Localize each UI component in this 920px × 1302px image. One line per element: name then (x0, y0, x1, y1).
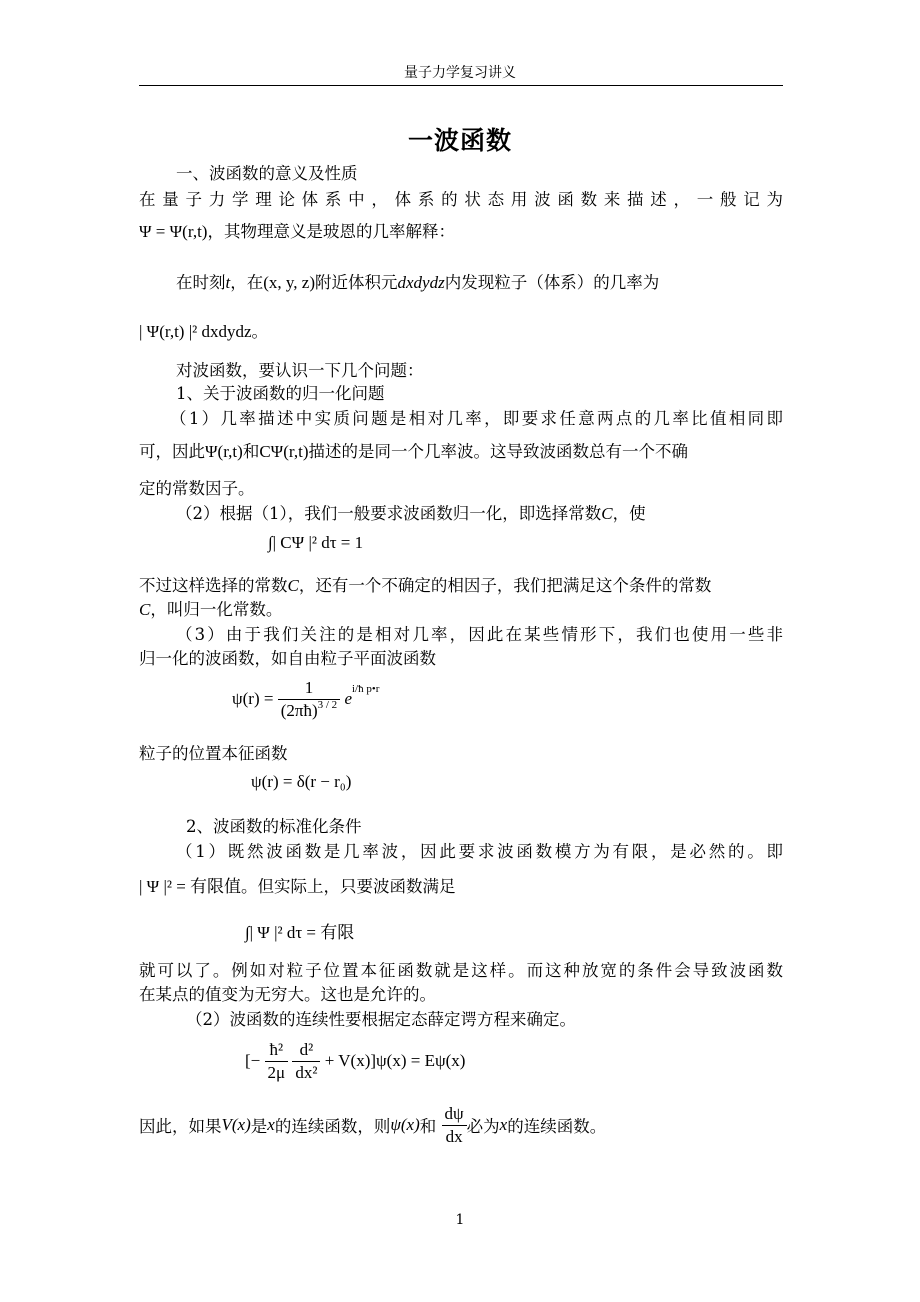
math-var: C (139, 600, 151, 619)
paragraph-text: ，还有一个不确定的相因子，我们把满足这个条件的常数 (298, 576, 712, 595)
fraction-numerator: ħ² (265, 1040, 289, 1062)
fraction (265, 1040, 289, 1082)
math-cpsi: CΨ(r,t) (259, 442, 309, 461)
paragraph-line (139, 1104, 606, 1146)
paragraph-text: 描述的是同一个几率波。这导致波函数总有一个不确 (308, 442, 688, 461)
probability-formula: | Ψ(r,t) |² dxdydz (139, 322, 252, 341)
paragraph-line (139, 572, 711, 596)
paragraph-text: 和 (419, 1117, 437, 1137)
paragraph-line: （3）由于我们关注的是相对几率，因此在某些情形下，我们也使用一些非 (176, 625, 783, 644)
fraction-numerator: 1 (278, 678, 340, 700)
paragraph-text: 和 (242, 442, 260, 461)
schrodinger-equation: [− $\frac{\text{ħ²}}{2\mu}$ $\frac{\text{d²}}{\text{dx²}}$ + V(x)]ψ(x) = Eψ(x) (245, 1040, 466, 1082)
fraction-numerator: dψ (442, 1104, 467, 1126)
page-number: 1 (455, 1212, 465, 1228)
paragraph-text: 因此，如果 (139, 1117, 222, 1137)
paragraph-line: （1）几率描述中实质问题是相对几率，即要求任意两点的几率比值相同即 (170, 409, 783, 428)
paragraph-line: 粒子的位置本征函数 (139, 744, 288, 763)
paragraph-text: ，叫归一化常数。 (150, 600, 283, 619)
math-e: e (344, 689, 352, 709)
paragraph-text: （2）根据（1），我们一般要求波函数归一化，即选择常数 (176, 504, 602, 523)
paragraph-line: 在量子力学理论体系中，体系的状态用波函数来描述，一般记为 (139, 190, 783, 209)
math-var: C (601, 504, 613, 523)
denominator-base: (2πħ) (280, 700, 318, 720)
plane-wave-formula (232, 678, 379, 720)
paragraph-text: 是 (250, 1117, 268, 1137)
math-var: ψ(x) (390, 1115, 420, 1135)
paragraph-text: 。但实际上，只要波函数满足 (241, 877, 456, 896)
math-finite: | Ψ |² = 有限值 (139, 877, 242, 896)
item-heading: 2、波函数的标准化条件 (186, 817, 362, 836)
math-var: C (287, 576, 299, 595)
fraction-denominator (278, 700, 340, 721)
denominator-exponent: 3 / 2 (317, 698, 338, 711)
equation-rest: + V(x)]ψ(x) = Eψ(x) (324, 1051, 466, 1071)
paragraph-line: 在某点的值变为无穷大。这也是允许的。 (139, 985, 436, 1004)
paragraph-line: 定的常数因子。 (139, 479, 255, 498)
wavefunction-formula: Ψ = Ψ(r,t) (139, 222, 208, 241)
paragraph-line (139, 596, 282, 620)
paragraph-line: 归一化的波函数，如自由粒子平面波函数 (139, 649, 436, 668)
fraction (292, 1040, 320, 1082)
paragraph-line: 就可以了。例如对粒子位置本征函数就是这样。而这种放宽的条件会导致波函数 (139, 961, 783, 980)
math-coords: (x, y, z) (263, 273, 315, 292)
paragraph-text: ，其物理意义是玻恩的几率解释： (207, 222, 455, 241)
math-var: V(x) (221, 1115, 251, 1135)
math-var: x (499, 1115, 508, 1135)
fraction (278, 678, 340, 720)
paragraph-line: （2）波函数的连续性要根据定态薛定谔方程来确定。 (186, 1010, 576, 1029)
paragraph-text: ，在 (230, 273, 264, 292)
exponent: i/ħ p•r (351, 683, 380, 696)
header-rule (139, 85, 783, 86)
normalization-formula: ∫| CΨ |² dτ = 1 (268, 533, 364, 552)
paragraph-line (176, 500, 646, 524)
paragraph-line (139, 218, 455, 242)
fraction-denominator: dx (445, 1126, 463, 1146)
paragraph-text: 可，因此 (139, 442, 205, 461)
paragraph-text: 内发现粒子（体系）的几率为 (444, 273, 660, 292)
paragraph-text: 必为 (466, 1117, 500, 1137)
paragraph-text: 附近体积元 (315, 273, 398, 292)
paragraph-line (176, 269, 659, 293)
paragraph-text: 的连续函数，则 (274, 1117, 391, 1137)
paragraph-line: （1）既然波函数是几率波，因此要求波函数模方为有限，是必然的。即 (176, 842, 783, 861)
paragraph-text: ，使 (612, 504, 646, 523)
page-header: 量子力学复习讲义 (404, 65, 516, 81)
math-psi: Ψ(r,t) (205, 442, 243, 461)
paragraph-text: 不过这样选择的常数 (139, 576, 288, 595)
delta-formula: ψ(r) = δ(r − r₀) (251, 772, 352, 791)
paragraph-text: 的连续函数。 (507, 1117, 607, 1137)
page-title: 一波函数 (407, 126, 512, 155)
fraction-numerator: d² (292, 1040, 320, 1062)
math-var: x (267, 1115, 275, 1135)
fraction (442, 1104, 467, 1146)
finite-integral-formula: ∫| Ψ |² dτ = 有限 (245, 923, 355, 942)
paragraph-line (139, 438, 688, 462)
paragraph-line (139, 318, 268, 342)
paragraph-text: 。 (251, 322, 269, 341)
paragraph-line: 对波函数，要认识一下几个问题： (176, 361, 424, 380)
math-lhs: ψ(r) = (232, 689, 274, 709)
fraction-denominator: 2μ (267, 1062, 286, 1082)
math-volume: dxdydz (397, 273, 445, 292)
math-var: t (225, 273, 231, 292)
paragraph-line (139, 872, 456, 897)
fraction-denominator: dx² (295, 1062, 318, 1082)
paragraph-text: 在时刻 (176, 273, 226, 292)
section-heading: 一、波函数的意义及性质 (176, 164, 358, 183)
item-heading: 1、关于波函数的归一化问题 (176, 384, 385, 403)
